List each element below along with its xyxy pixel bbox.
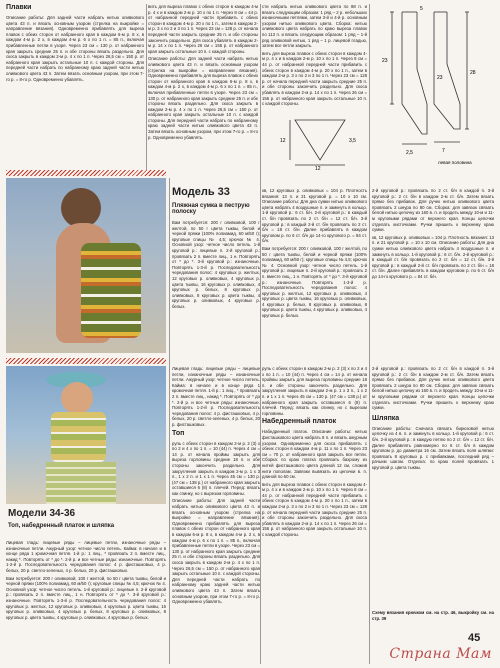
column-divider-4 <box>169 178 170 664</box>
panel-label: левая половина <box>438 160 472 165</box>
model-34-36-text-1b: Вам потребуется: 200 г оливковой, 100 г желтой, по 50 г цвета тыквы, белой и черной пряжи (100% полиамид, 60 м/50 г); круговые спицы № 4,5; крючок № 4. Основной узор: четное число петель. 1-й круговой р.: лицевые п. 2-й круговой р.: провязать 2 п. вместе лиц., 1 н. Повторять от * до *. 3-й круговой р.: изнаночные. Повторять 1-3-й р. Последовательность чередования полос: 4 круговых р. желтых, 12 круговых р. оливковых, 4 круговых р. цвета тыквы, 16 круговых р. оливковых, 4 круговых р. белых, 8 круговых р. оливковых, 8 круговых р. цвета тыквы, 4 круговых р. оливковых, 4 круговых р. белых. <box>6 575 166 620</box>
column-2-low <box>172 366 260 662</box>
footer-note <box>372 610 494 630</box>
dim-label-12-a: 12 <box>280 138 286 144</box>
model-34-36-text-3c: вить для выреза плавок с обеих сторон в каждом 4-м р. 4 х и в каждом 2-м р. 10 х по 1 п. Через 8 см = 44 р. от набранной передней части прибавить с обеих сторон в каждом 4-м р. 20 х по 1 п., затем в каждом 2-м р. 3 х по 2 и 3 по 1 п. Через 23 см = 128 р. от начала передней части закрыть средние 25 п. и обе стороны закончить раздельно. Для скоса убавлять в каждом 2-м р. 14 х по 1 п. Через 26 см = 156 р. от набранного края закрыть остальные 10 п. с каждой стороны. <box>262 481 367 538</box>
model-33-subtitle: Пляжная сумка в пеструю полоску <box>172 203 250 215</box>
dim-label-28: 28 <box>470 70 476 76</box>
model-34-36-text-4: 2-й круговой р.: провязать по 2 ст. б/н в каждой п. 3-й круговой р.: 2 ст. б/н в каждом 2-м ст. б/н. Затем вязать прямо без прибавок. Для ручек нитью оливкового цвета провязать 2 шнура по 80 см. Сборка: для завязок связать белой нитью цепочку из 160 в. п. и продеть между 10-м и 11-м круговыми рядами от верхнего края. Концы цепочки отделать кисточками. Ручки пришить к верхнему краю сумки. <box>372 366 494 411</box>
dim-label-23-left: 23 <box>382 58 388 64</box>
plavki-text-2: вить для выреза плавок с обеих сторон в каждом 4-м р. 4 х и в каждом 2-м р. 10 х по 1 п. Через 8 см = 44 р. от набранной передней части прибавить с обеих сторон в каждом 4-м р. 20 х по 1 п., затем в каждом 2-м р. 3 х по 2 и 3 по 1 п. Через 23 см = 128 р. от начала передней части закрыть средние 25 п. и обе стороны закончить раздельно. Для скоса убавлять в каждом 2-м р. 14 х по 1 п. Через 26 см = 156 р. от набранного края закрыть остальные 10 п. с каждой стороны. <box>148 4 258 54</box>
column-3-low <box>262 366 367 662</box>
model-34-36-text-2b: рупь с обеих сторон в каждом 2-м р. 2 (3) х по 2 и 4 х по 1 п. = 10 (44) п. Через 4 см = 14 р. от начала проймы закрыть для выреза горловины средние 18 п. и обе стороны закончить раздельно. Для закругления закрыть в каждом 2-м р. 1 х 3 п., 1 х 2 п. и 1 х 1 п. Через 45 см = 130 р. (47 см = 138 р.) от набранного края закрыть оставшиеся 6 (8) п. плечей. Перед: вязать как спинку, но с вырезом горловины. <box>172 440 260 496</box>
column-divider-2 <box>369 4 370 664</box>
dim-label-12-b: 12 <box>315 166 321 170</box>
model-33-text-3b: кв, 12 круговых р. оливковых = 104 р. Плотность вязания: 13 п. и 21 круговой р. = 10 х 10 см. Описание работы: Для дна сумки нитью оливкового цвета набрать 4 воздушные п. и замкнуть в кольцо. 1-й круговой р.: 6 ст. б/н. 2-й круговой р.: в каждый ст. б/н провязать по 2 ст. б/н = 12 ст. б/н. 3-й круговой р.: в каждый 2-й ст. б/н провязать по 2 ст. б/н = 18 ст. б/н. Далее прибавлять в каждом круговом р. по 6 ст. б/н до 14-го кругового р. = 84 ст. б/н. <box>372 234 494 279</box>
model-34-36-title: Модели 34-36 <box>8 508 76 519</box>
column-3-mid <box>262 188 367 358</box>
column-4-low <box>372 366 494 606</box>
model-34-36-text-3: рупь с обеих сторон в каждом 2-м р. 2 (3) х по 2 и 4 х по 1 п. = 10 (44) п. Через 4 см = 14 р. от начала проймы закрыть для выреза горловины средние 18 п. и обе стороны закончить раздельно. Для закругления закрыть в каждом 2-м р. 1 х 3 п., 1 х 2 п. и 1 х 1 п. Через 45 см = 130 р. (47 см = 138 р.) от набранного края закрыть оставшиеся 6 (8) п. плечей. Перед: вязать как спинку, но с вырезом горловины. <box>262 366 367 416</box>
model-34-36-text-1: Лицевая гладь: лицевые ряды – лицевые петли, изнаночные ряды – изнаночные петли. Ажурный узор: четное число петель. Кайма: в начале и в конце ряда 1 кромочная петля. 1-й р.: 1 лиц., * провязать 2 п. вместе лиц., накид *. Повторять от * до *. 2-й р. и все четные ряды: изнаночные. Повторять 1-2-й р. Последовательность чередования полос: 4 р. фисташковых, 4 р. белых, 20 р. светло-зеленых, 4 р. белых, 20 р. фисташковых. <box>6 540 166 573</box>
section-divider-upper <box>6 170 166 176</box>
plavki-text-3b: вить для выреза плавок с обеих сторон в каждом 4-м р. 4 х и в каждом 2-м р. 10 х по 1 п. Через 8 см = 44 р. от набранной передней части прибавить с обеих сторон в каждом 4-м р. 20 х по 1 п., затем в каждом 2-м р. 3 х по 2 и 3 по 1 п. Через 23 см = 128 р. от начала передней части закрыть средние 25 п. и обе стороны закончить раздельно. Для скоса убавлять в каждом 2-м р. 14 х по 1 п. Через 26 см = 156 р. от набранного края закрыть остальные 10 п. с каждой стороны. <box>262 50 367 107</box>
section-title-shlyapka: Шляпка <box>372 414 400 422</box>
column-1-top <box>6 4 144 166</box>
column-2-top <box>148 4 258 184</box>
model-33-text-2: кв, 12 круговых р. оливковых = 104 р. Плотность вязания: 13 п. и 21 круговой р. = 10 х 10 см. Описание работы: Для дна сумки нитью оливкового цвета набрать 4 воздушные п. и замкнуть в кольцо. 1-й круговой р.: 6 ст. б/н. 2-й круговой р.: в каждый ст. б/н провязать по 2 ст. б/н = 12 ст. б/н. 3-й круговой р.: в каждый 2-й ст. б/н провязать по 2 ст. б/н = 18 ст. б/н. Далее прибавлять в каждом круговом р. по 6 ст. б/н до 14-го кругового р. = 84 ст. б/н. <box>262 188 367 244</box>
column-2-mid <box>172 220 260 360</box>
dim-label-7: 7 <box>442 148 445 154</box>
model-34-36-subtitle: Топ, набедренный платок и шляпка <box>8 523 115 529</box>
watermark-logo: Страна Мам <box>389 646 492 662</box>
plavki-text-1: Описание работы: Для задней части набрать нитью оливкового цвета 43 п. и вязать основным узором (стрелка на выкройке = направление вязания). Одновременно прибавлять для выреза плавок с обеих сторон от набранного края в каждом 6-м р. 8 х, в каждом 4-м р. 2 х, в каждом 4-м р. 6 х по 1 п. = 85 п., включая прибавленные петли в узоре. Через 23 см = 130 р. от набранного края закрыть средние 25 п. и обе стороны вязать раздельно. Для скоса закрыть в каждом 2-м р. 4 х по 1 п. Через 26,5 см = 150 р. от набранного края закрыть остальные 10 п. с каждой стороны. Для передней части набрать по набранному краю задней части нитью оливкового цвета 43 п. Затем вязать основным узором, при этом 7-го р. = 8-го р. Одновременно убавлять. <box>6 15 144 82</box>
dim-label-23-right: 23 <box>437 75 443 81</box>
section-divider-lower <box>6 358 166 364</box>
footer-note-text: Схему вязания крючком см. на стр. 46, выкройку см. на стр. 39 <box>372 610 494 621</box>
pattern-diagram <box>372 4 496 180</box>
dim-label-2-5: 2,5 <box>406 150 413 156</box>
plavki-text-3: сти набрать нитью оливкового цвета по 88 п. и вязать следующим образом: 1 ряд – 2 р. небольших изнаночными петлями, затем 3-й и 4-й р. основным узором нитью оливкового цвета. Сборка: нитью оливкового цвета набрать по краю выреза плавок по 113 п. и вязать следующим образом: 1 ряд – 1-й ряд оливковой нитью, 1 ряд – 1 р. лицевой гладью, затем все петли закрыть. <box>262 4 367 49</box>
section-title-top: Топ <box>172 429 185 437</box>
column-4-mid <box>372 188 494 358</box>
dim-label-5: 5 <box>420 6 423 12</box>
photo-model-33 <box>6 178 166 353</box>
section-title-plavki: Плавки <box>6 4 32 11</box>
bikini-triangle-diagram <box>275 110 365 170</box>
model-34-36-text-2c: Описание работы: Для задней части набрать нитью оливкового цвета 43 п. и вязать основным узором (стрелка на выкройке = направление вязания). Одновременно прибавлять для выреза плавок с обеих сторон от набранного края в каждом 6-м р. 8 х, в каждом 4-м р. 2 х, в каждом 4-м р. 6 х по 1 п. = 85 п., включая прибавленные петли в узоре. Через 23 см = 130 р. от набранного края закрыть средние 25 п. и обе стороны вязать раздельно. Для скоса закрыть в каждом 2-м р. 4 х по 1 п. Через 26,5 см = 150 р. от набранного края закрыть остальные 10 п. с каждой стороны. Для передней части набрать по набранному краю задней части нитью оливкового цвета 43 п. Затем вязать основным узором, при этом 7-го р. = 8-го р. Одновременно убавлять. <box>172 498 260 605</box>
model-33-materials: Вам потребуется: 200 г оливковой, 100 г желтой, по 50 г цвета тыквы, белой и черной пряжи (100% полиамид, 60 м/50 г); круговые спицы № 4,5; крючок № 4. Основной узор: четное число петель. 1-й круговой р.: лицевые п. 2-й круговой р.: провязать 2 п. вместе лиц., 1 н. Повторять от * до *. 3-й круговой р.: изнаночные. Повторять 1-3-й р. Последовательность чередования полос: 4 круговых р. желтых, 12 круговых р. оливковых, 4 круговых р. цвета тыквы, 16 круговых р. оливковых, 4 круговых р. белых, 8 круговых р. оливковых, 8 круговых р. цвета тыквы, 4 круговых р. оливковых, 4 круговых р. белых. <box>172 220 260 309</box>
model-34-36-text-4b: Описание работы: Сначала связать бирюзовой нитью цепочку из 4 в. п. и замкнуть в кольцо. 1-й круговой р.: 6 ст. б/н. 2-й круговой р.: в каждую петлю по 2 ст. б/н = 12 ст. б/н. Далее прибавлять равномерно по 6 ст. б/н в каждом круговом р. до диаметра 16 см. Затем вязать поля шляпки: провязать 8 круговых р. с прибавками, последний ряд – рачьим шагом. Отделка: по краю полей провязать 1 круговой р. цвета тыквы. <box>372 425 494 470</box>
column-divider-1 <box>260 4 261 664</box>
model-33-text-2b: Вам потребуется: 200 г оливковой, 100 г желтой, по 50 г цвета тыквы, белой и черной пряжи (100% полиамид, 60 м/50 г); круговые спицы № 4,5; крючок № 4. Основной узор: четное число петель. 1-й круговой р.: лицевые п. 2-й круговой р.: провязать 2 п. вместе лиц., 1 н. Повторять от * до *. 3-й круговой р.: изнаночные. Повторять 1-3-й р. Последовательность чередования полос: 4 круговых р. желтых, 12 круговых р. оливковых, 4 круговых р. цвета тыквы, 16 круговых р. оливковых, 4 круговых р. белых, 8 круговых р. оливковых, 8 круговых р. цвета тыквы, 4 круговых р. оливковых, 4 круговых р. белых. <box>262 245 367 319</box>
photo-model-34-36 <box>6 366 166 504</box>
model-33-text-3: 2-й круговой р.: провязать по 2 ст. б/н в каждой п. 3-й круговой р.: 2 ст. б/н в каждом 2-м ст. б/н. Затем вязать прямо без прибавок. Для ручек нитью оливкового цвета провязать 2 шнура по 80 см. Сборка: для завязок связать белой нитью цепочку из 160 в. п. и продеть между 10-м и 11-м круговыми рядами от верхнего края. Концы цепочки отделать кисточками. Ручки пришить к верхнему краю сумки. <box>372 188 494 233</box>
model-34-36-text-2: Лицевая гладь: лицевые ряды – лицевые петли, изнаночные ряды – изнаночные петли. Ажурный узор: четное число петель. Кайма: в начале и в конце ряда 1 кромочная петля. 1-й р.: 1 лиц., * провязать 2 п. вместе лиц., накид *. Повторять от * до *. 2-й р. и все четные ряды: изнаночные. Повторять 1-2-й р. Последовательность чередования полос: 4 р. фисташковых, 4 р. белых, 20 р. светло-зеленых, 4 р. белых, 20 р. фисташковых. <box>172 366 260 427</box>
plavki-text-2b: Описание работы: Для задней части набрать нитью оливкового цвета 43 п. и вязать основным узором (стрелка на выкройке = направление вязания). Одновременно прибавлять для выреза плавок с обеих сторон от набранного края в каждом 6-м р. 8 х, в каждом 4-м р. 2 х, в каждом 4-м р. 6 х по 1 п. = 85 п., включая прибавленные петли в узоре. Через 23 см = 130 р. от набранного края закрыть средние 25 п. и обе стороны вязать раздельно. Для скоса закрыть в каждом 2-м р. 4 х по 1 п. Через 26,5 см = 150 р. от набранного края закрыть остальные 10 п. с каждой стороны. Для передней части набрать по набранному краю задней части нитью оливкового цвета 43 п. Затем вязать основным узором, при этом 7-го р. = 8-го р. Одновременно убавлять. <box>148 56 258 140</box>
column-1-low <box>6 540 166 664</box>
page-number: 45 <box>468 632 481 644</box>
column-divider-3 <box>146 4 147 170</box>
model-34-36-text-3b: Набедренный платок. Описание работы: нитью фисташкового цвета набрать 8 п. и вязать ажурным узором. Одновременно для скоса прибавлять с обеих сторон в каждом 4-м р. 11 х по 1 п. Через 23 см = 70 р. от набранного края закрыть все петли. Сборка: по краю платка провязать бахрому из нитей фисташкового цвета длиной 12 см, сложив нити пополам. Завязки вывязать из цепочки в. п. длиной по 60 см. <box>262 429 367 480</box>
dim-label-3-5: 3,5 <box>349 138 356 144</box>
section-title-nab-platok: Набедренный платок <box>262 418 337 426</box>
model-33-title: Модель 33 <box>172 186 230 198</box>
